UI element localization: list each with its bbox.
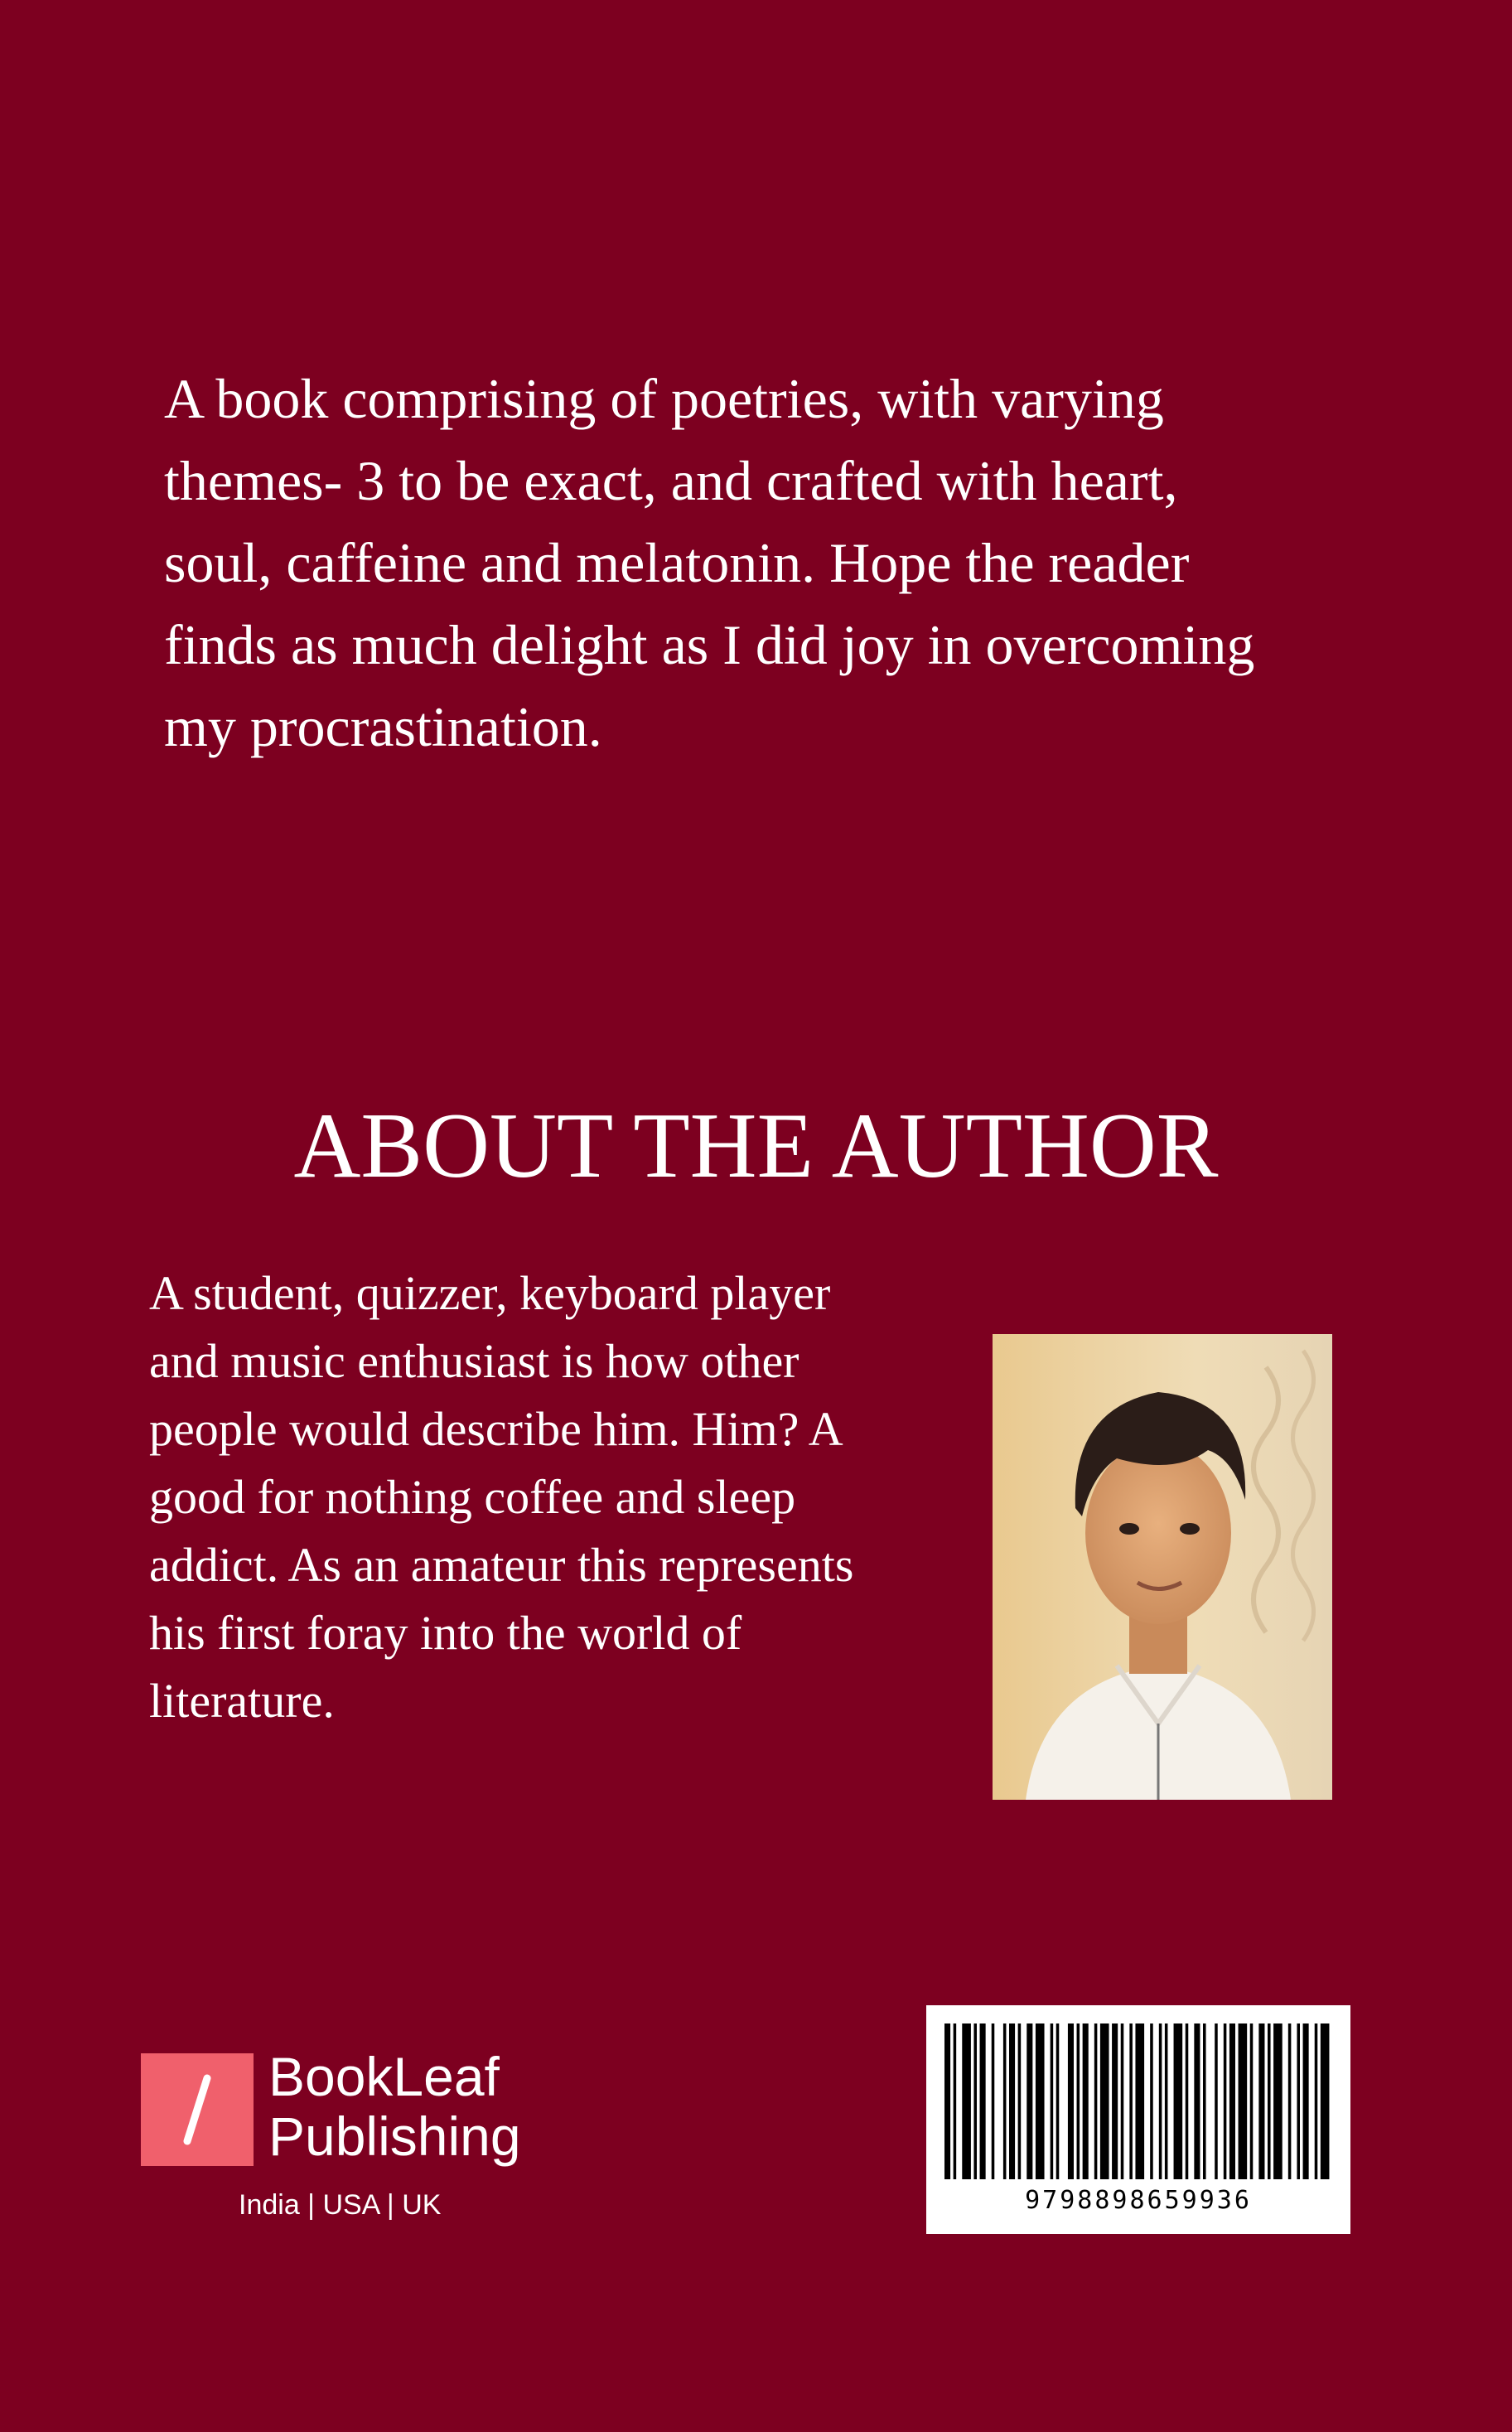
- publisher-logo: [141, 2046, 555, 2221]
- publisher-regions: India | USA | UK: [239, 2189, 442, 2221]
- publisher-name: [268, 2047, 521, 2166]
- publisher-name-line1: BookLeaf: [268, 2046, 500, 2107]
- about-the-author-heading: ABOUT THE AUTHOR: [293, 1095, 1219, 1197]
- slash-icon: [141, 2053, 254, 2166]
- isbn-number: 9798898659936: [1025, 2186, 1252, 2215]
- barcode-bars: [944, 2023, 1332, 2179]
- author-portrait-image: [993, 1334, 1332, 1800]
- author-bio: A student, quizzer, keyboard player and music enthusiast is how other people would describe him. Him? A good for nothing coffee and sleep addict. As an amateur this represents his first foray into the world of literature.: [149, 1266, 854, 1728]
- publisher-name-line2: Publishing: [268, 2106, 521, 2167]
- back-cover-blurb: A book comprising of poetries, with varying themes- 3 to be exact, and crafted with heart, soul, caffeine and melatonin. Hope the reader finds as much delight as I did joy in overcoming my procrastination.: [164, 367, 1255, 758]
- author-photo: [993, 1334, 1332, 1800]
- isbn-barcode: [926, 2005, 1350, 2234]
